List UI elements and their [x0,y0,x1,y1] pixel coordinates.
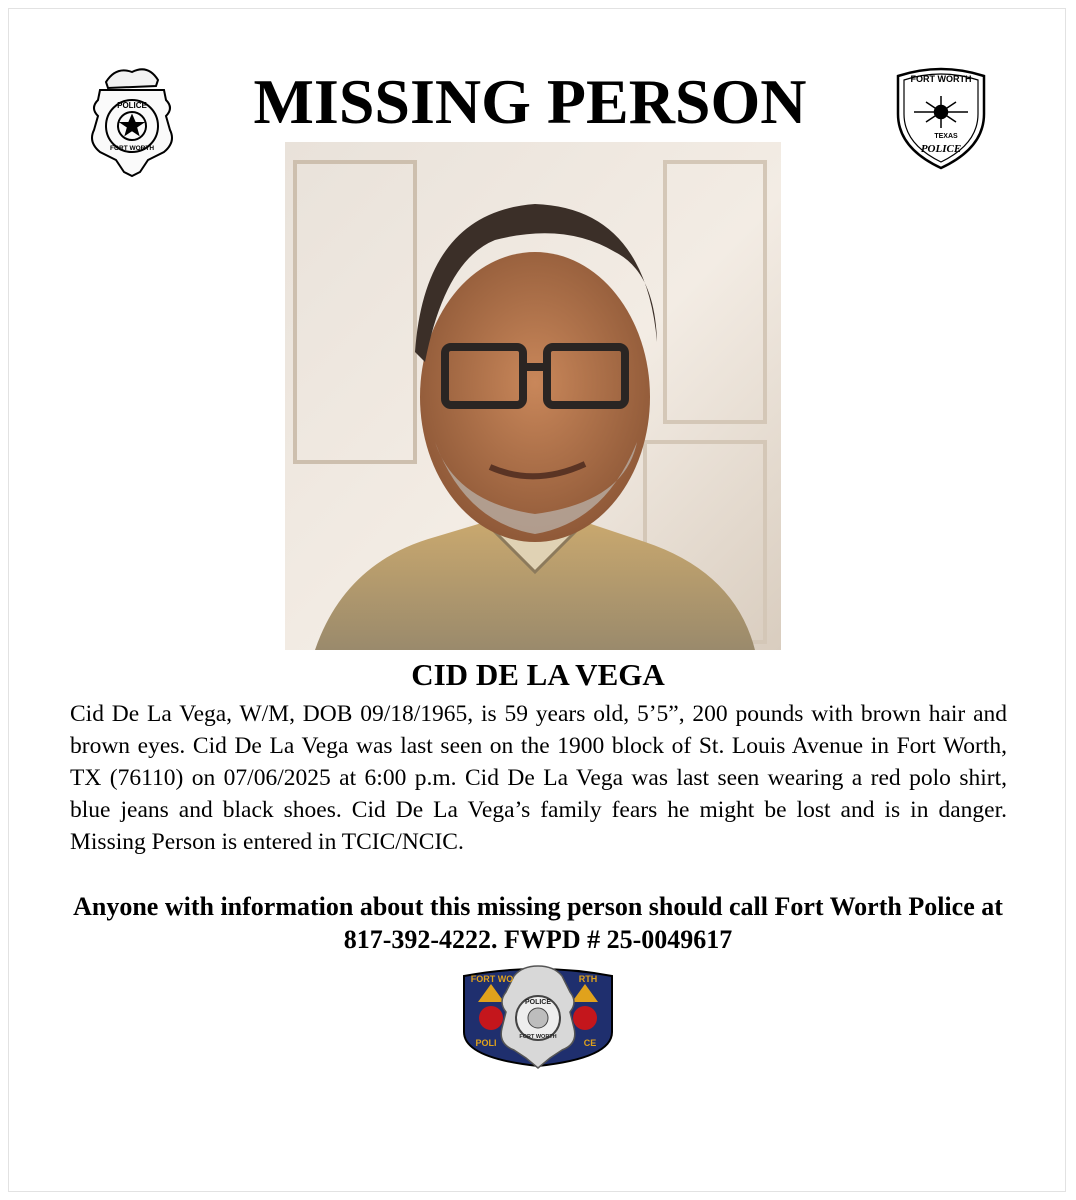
patch-badge-bottom: FORT WORTH [519,1034,557,1040]
missing-person-photo [285,142,781,650]
person-name: CID DE LA VEGA [411,657,665,692]
patch-text-left: FORT WO [470,974,514,984]
right-badge-text-top: FORT WORTH [910,74,972,84]
patch-text-right: RTH [578,974,598,984]
patch-badge-top: POLICE [524,999,552,1006]
police-badge-icon [92,69,172,176]
fort-worth-police-patch-logo [458,962,618,1070]
patch-text-bottom-right: CE [583,1038,597,1048]
right-badge-text-mid: TEXAS [934,133,958,140]
fort-worth-police-shield-logo [890,62,992,172]
patch-text-bottom-left: POLI [475,1038,497,1048]
fort-worth-police-badge-logo [86,60,178,180]
person-photo-icon [285,142,781,650]
contact-message: Anyone with information about this missing person should call Fort Worth Police at 817-392-4222. FWPD # 25-0049617 [73,892,1003,954]
right-badge-text-bottom: POLICE [920,143,962,155]
page-title: MISSING PERSON [253,66,807,137]
left-badge-text-bottom: FORT WORTH [109,145,155,152]
person-description: Cid De La Vega, W/M, DOB 09/18/1965, is 59 years old, 5’5”, 200 pounds with brown hair and brown eyes. Cid De La Vega was last seen on the 1900 block of St. Louis Avenue in Fort Worth, TX (76110) on 07/06/2025 at 6:00 p.m. Cid De La Vega was last seen wearing a red polo shirt, blue jeans and black shoes. Cid De La Vega’s family fears he might be lost and is in danger. Missing Person is entered in TCIC/NCIC. [70,701,1007,855]
left-badge-text-top: POLICE [117,101,147,110]
